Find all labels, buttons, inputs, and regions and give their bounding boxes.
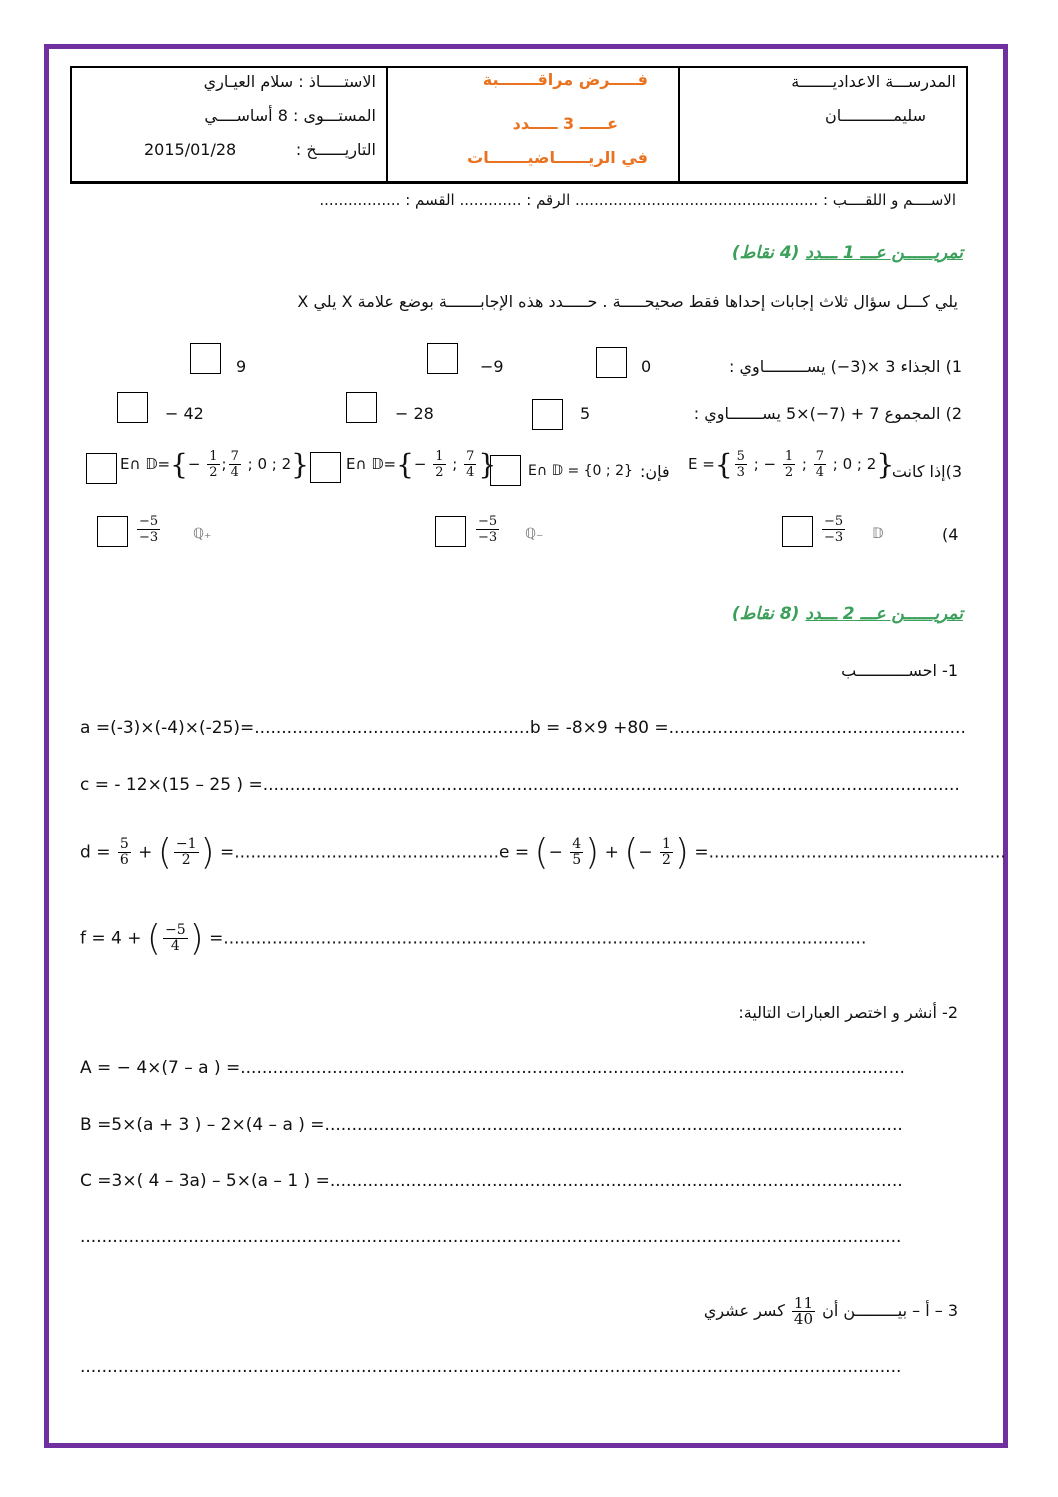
q4-checkbox-2[interactable] [435,516,466,547]
q3-answer-3-prefix: E∩ 𝔻= [120,455,171,473]
school-type: المدرســـة الاعداديـــــــة [791,72,956,91]
calc-d-prefix: d = [80,842,111,863]
q4-fraction-3 [135,514,162,545]
student-info-line: الاســــم و اللقــــب : ................................................... الرقم : ............. القسم : ................. [319,191,956,209]
q1-checkbox-3[interactable] [190,343,221,374]
part3-suffix: كسر عشري [703,1301,785,1320]
q3-answer-1: E∩ 𝔻 = {0 ; 2} [528,463,633,479]
expr-C: C =3×( 4 – 3a) – 5×(a – 1 ) =.......................................................................................................... [80,1171,903,1191]
q3-prefix: 3)إذا كانت [891,462,962,481]
q2-answer-3: − 42 [165,404,204,423]
test-title: فـــــرض مراقـــــــبة [482,70,648,89]
q2-answer-2: − 28 [395,404,434,423]
calc-a-b: a =(-3)×(-4)×(-25)=...................................................b = -8×9 +80 =....................................................... [80,718,966,738]
q1-answer-3: 9 [236,357,247,376]
q2-answer-1: 5 [580,404,591,423]
exercise-1-title [732,243,963,263]
q2-checkbox-1[interactable] [532,399,563,430]
q1-label: 1) الجذاء 3 ×(3−) يســـــــــاوي : [729,357,962,376]
calc-d-e: d = $\frac{5}{6}$ + ( $\frac{-1}{2}$ ) =.................................................e = (− $\frac{4}{5}$ ) + (− $\frac{1}{2}$ ) =....................................................... [80,832,1006,873]
q2-label: 2) المجموع 7 + (7−)×5 يســـــــاوي : [693,404,962,423]
teacher-cell [72,68,386,181]
part3-prefix: 3 – أ – بيـــــــــن أن [822,1301,958,1320]
q4-frac-den-1: −3 [824,530,844,545]
exercise-2-heading: تمريــــــن عـــ 2 ـــدد [805,604,963,624]
q4-frac-num-3: −5 [139,514,159,529]
calc-e-dots: =....................................................... [694,842,1006,863]
q1-answer-2: −9 [480,357,504,376]
q3-checkbox-3[interactable] [86,453,117,484]
title-cell [386,68,678,181]
calc-f: f = 4 + ( $\frac{-5}{4}$ ) =....................................................................................................................... [80,918,867,959]
q4-checkbox-3[interactable] [97,516,128,547]
part3-den: 40 [793,1310,813,1328]
calc-f-prefix: f = 4 + [80,928,142,949]
q4-label: (4 [942,525,959,544]
expr-A: A = − 4×(7 – a ) =........................................................................................................................... [80,1058,905,1078]
exercise-2-points: (8 نقاط) [731,604,800,624]
expr-B: B =5×(a + 3 ) – 2×(4 – a ) =........................................................................................................... [80,1115,903,1135]
q4-frac-num-1: −5 [824,514,844,529]
calc-d-dots: =.................................................e = [219,842,530,863]
q4-set-3: ℚ₊ [193,526,212,542]
ex2-part1-title: 1- احســـــــــــب [841,661,958,680]
teacher-name: الاستـــــاذ : سلام العيـاري [203,72,376,91]
part3-num: 11 [793,1294,813,1312]
answer-dots-line: ........................................................................................................................................................ [80,1227,902,1247]
answer-dots-line-2: ........................................................................................................................................................ [80,1357,902,1377]
q1-answer-1: 0 [641,357,652,376]
q1-checkbox-1[interactable] [596,347,627,378]
q2-checkbox-3[interactable] [117,392,148,423]
q3-answer-3: E∩ 𝔻={− $\frac{1}{2}$ ; $\frac{7}{4}$ ; 0 ; 2} [120,448,309,481]
ex2-part3 [704,1296,958,1327]
calc-f-dots: =....................................................................................................................... [209,928,867,949]
date-value: 2015/01/28 [144,140,237,159]
q3-set-E: E ={ $\frac{5}{3}$ ; − $\frac{1}{2}$ ; $\frac{7}{4}$ ; 0 ; 2} [688,448,895,481]
school-cell [678,68,966,181]
q3-set-E-label: E = [688,455,715,473]
q3-checkbox-2[interactable] [310,452,341,483]
exercise-2-title [732,604,963,624]
exercise-1-points: (4 نقاط) [731,243,800,263]
q3-answer-2-prefix: E∩ 𝔻= [346,455,397,473]
header-table [70,66,968,184]
date-label: التاريــــــخ : [295,140,376,159]
test-subject: في الريــــــاضيـــــــات [467,148,648,167]
q4-set-1: 𝔻 [872,526,884,542]
exercise-1-heading: تمريــــــن عـــ 1 ـــدد [805,243,963,263]
q4-frac-num-2: −5 [478,514,498,529]
q4-checkbox-1[interactable] [782,516,813,547]
exercise-1-instruction: يلي كـــل سؤال ثلاث إجابات إحداها فقط صحيحـــــة . حـــــدد هذه الإجابـــــــة بوضع علامة X يلي X [297,292,958,311]
test-number: عـــــ 3 ـــــدد [512,114,618,133]
q4-fraction-2 [474,514,501,545]
q2-checkbox-2[interactable] [346,392,377,423]
q1-checkbox-2[interactable] [427,343,458,374]
q4-fraction-1 [820,514,847,545]
calc-c: c = - 12×(15 – 25 ) =................................................................................................................................. [80,775,960,795]
ex2-part2-title: 2- أنشر و اختصر العبارات التالية: [738,1003,958,1022]
school-name: سليمـــــــــــان [825,106,926,125]
q3-answer-2: E∩ 𝔻={− $\frac{1}{2}$ ; $\frac{7}{4}$ } [346,448,497,481]
q4-frac-den-2: −3 [478,530,498,545]
level: المستـــوى : 8 أساســــي [204,106,376,125]
q4-set-2: ℚ₋ [525,526,544,542]
q3-then: فإن: [640,462,670,481]
q4-frac-den-3: −3 [139,530,159,545]
